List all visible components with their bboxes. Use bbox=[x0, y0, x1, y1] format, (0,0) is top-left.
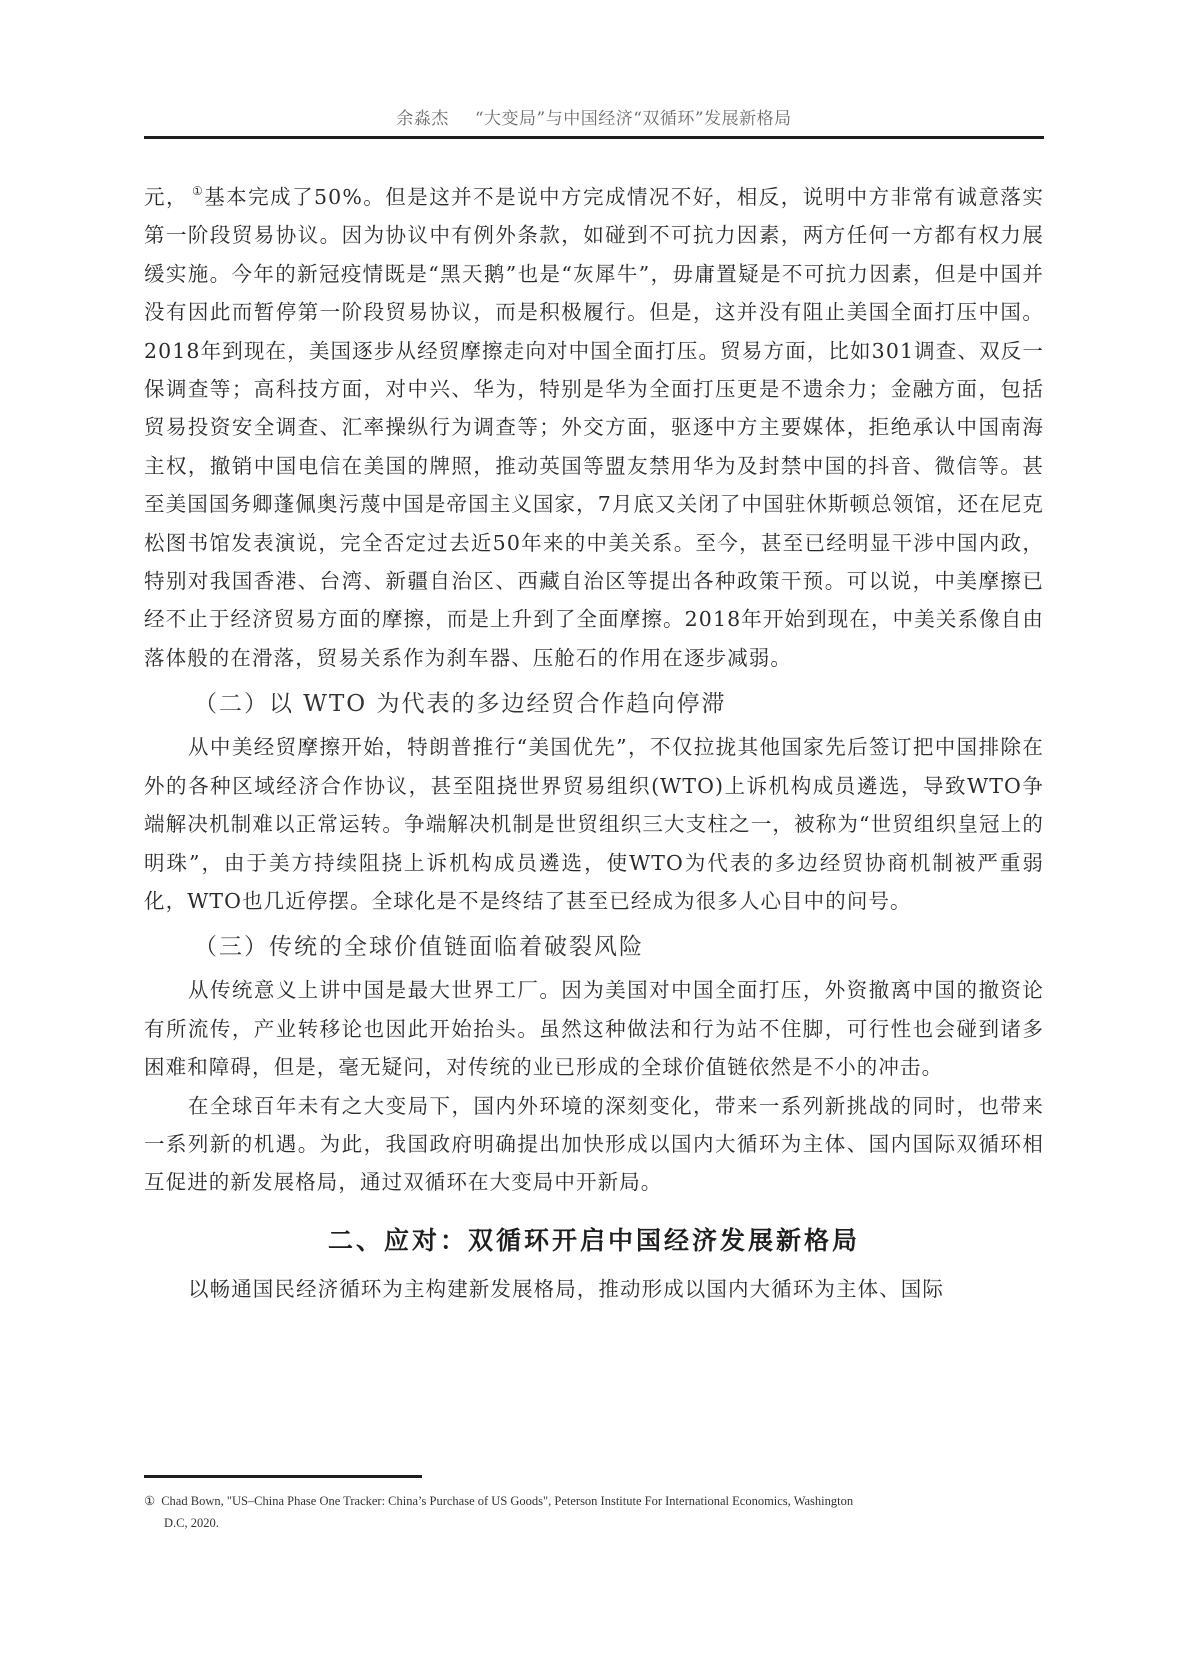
footnote-text: Chad Bown, "US–China Phase One Tracker: China’s Purchase of US Goods", Peterson Institute For International Economics, Washington bbox=[161, 1494, 854, 1508]
paragraph-4: 在全球百年未有之大变局下，国内外环境的深刻变化，带来一系列新挑战的同时，也带来一系列新的机遇。为此，我国政府明确提出加快形成以国内大循环为主体、国内国际双循环相互促进的新发展格局，通过双循环在大变局中开新局。 bbox=[144, 1093, 1044, 1195]
body-text bbox=[144, 178, 1044, 1308]
footnote-reference[interactable]: ① bbox=[191, 184, 205, 198]
subheading-2: （二）以 WTO 为代表的多边经贸合作趋向停滞 bbox=[194, 691, 727, 718]
footnote bbox=[144, 1490, 1044, 1534]
paragraph-1-text: 基本完成了50%。但是这并不是说中方完成情况不好，相反，说明中方非常有诚意落实第一阶段贸易协议。因为协议中有例外条款，如碰到不可抗力因素，两方任何一方都有权力展缓实施。今年的新冠疫情既是“黑天鹅”也是“灰犀牛”，毋庸置疑是不可抗力因素，但是中国并没有因此而暂停第一阶段贸易协议，而是积极履行。但是，这并没有阻止美国全面打压中国。2018年到现在，美国逐步从经贸摩擦走向对中国全面打压。贸易方面，比如301调查、双反一保调查等；高科技方面，对中兴、华为，特别是华为全面打压更是不遗余力；金融方面，包括贸易投资安全调查、汇率操纵行为调查等；外交方面，驱逐中方主要媒体，拒绝承认中国南海主权，撤销中国电信在美国的牌照，推动英国等盟友禁用华为及封禁中国的抖音、微信等。甚至美国国务卿蓬佩奥污蔑中国是帝国主义国家，7月底又关闭了中国驻休斯顿总领馆，还在尼克松图书馆发表演说，完全否定过去近50年来的中美关系。至今，甚至已经明显干涉中国内政，特别对我国香港、台湾、新疆自治区、西藏自治区等提出各种政策干预。可以说，中美摩擦已经不止于经济贸易方面的摩擦，而是上升到了全面摩擦。2018年开始到现在，中美关系像自由落体般的在滑落，贸易关系作为刹车器、压舱石的作用在逐步减弱。 bbox=[144, 185, 1045, 670]
header-title: “大变局”与中国经济“双循环”发展新格局 bbox=[474, 109, 792, 129]
section-heading-2: 二、应对：双循环开启中国经济发展新格局 bbox=[327, 1225, 860, 1255]
paragraph-2: 从中美经贸摩擦开始，特朗普推行“美国优先”，不仅拉拢其他国家先后签订把中国排除在外的各种区域经济合作协议，甚至阻挠世界贸易组织(WTO)上诉机构成员遴选，导致WTO争端解决机制难以正常运转。争端解决机制是世贸组织三大支柱之一，被称为“世贸组织皇冠上的明珠”，由于美方持续阻挠上诉机构成员遴选，使WTO为代表的多边经贸协商机制被严重弱化，WTO也几近停摆。全球化是不是终结了甚至已经成为很多人心目中的问号。 bbox=[144, 735, 1044, 913]
paragraph-3: 从传统意义上讲中国是最大世界工厂。因为美国对中国全面打压，外资撤离中国的撤资论有所流传，产业转移论也因此开始抬头。虽然这种做法和行为站不住脚，可行性也会碰到诸多困难和障碍，但是，毫无疑问，对传统的业已形成的全球价值链依然是不小的冲击。 bbox=[144, 978, 1044, 1080]
footnote-line-1 bbox=[144, 1490, 1044, 1512]
header-rule bbox=[144, 136, 1044, 139]
footnote-rule bbox=[144, 1475, 422, 1478]
footnote-line-2: D.C, 2020. bbox=[164, 1516, 219, 1530]
paragraph-1-start: 元， bbox=[144, 185, 188, 209]
footnote-mark: ① bbox=[144, 1494, 156, 1508]
paragraph-5: 以畅通国民经济循环为主构建新发展格局，推动形成以国内大循环为主体、国际 bbox=[188, 1276, 944, 1301]
subheading-3: （三）传统的全球价值链面临着破裂风险 bbox=[194, 934, 644, 961]
running-header bbox=[144, 104, 1044, 129]
paragraph-1 bbox=[144, 178, 1044, 677]
header-author: 余淼杰 bbox=[396, 109, 449, 129]
